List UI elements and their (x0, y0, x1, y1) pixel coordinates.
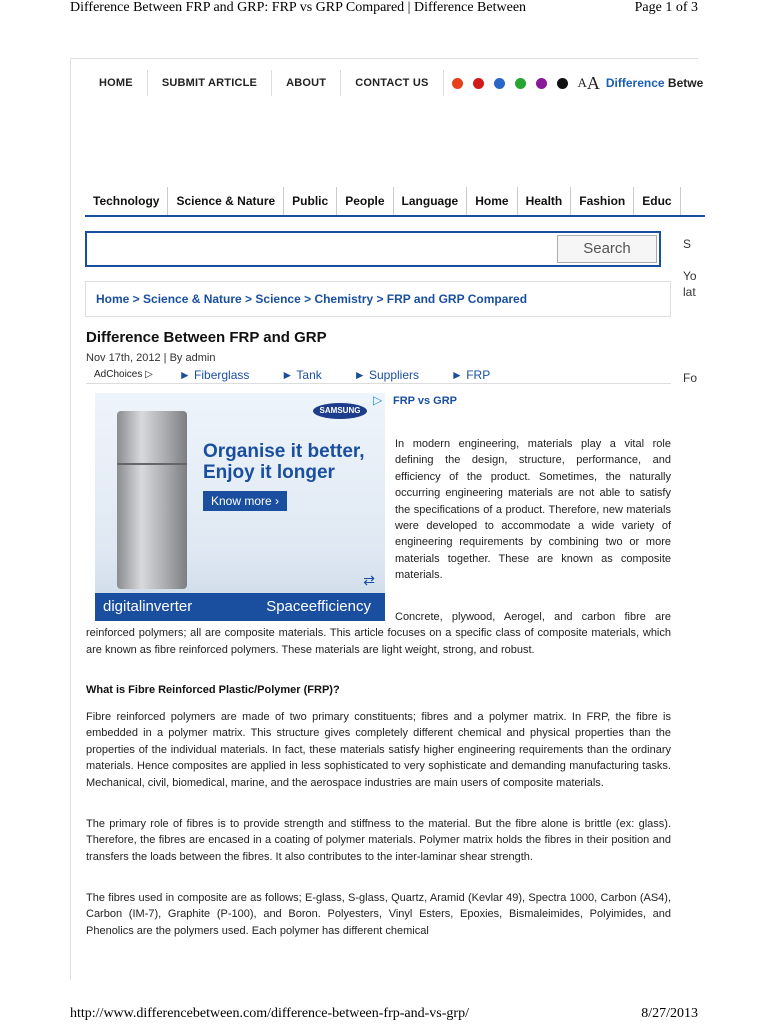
category-technology[interactable]: Technology (85, 187, 168, 215)
sidebar-text-fragment-2: lat (683, 285, 696, 299)
adchoices-icon[interactable]: ▷ (373, 393, 383, 407)
site-logo-part1: Difference (605, 76, 665, 90)
paragraph-5: The fibres used in composite are as follows; E-glass, S-glass, Quartz, Aramid (Kevlar 49), Spectra 1000, Carbon (AS4), Carbon (IM-7), Graphite (P-100), and Boron. Polyesters, Vinyl Esters, Epoxies, Bismaleimides, Polyimides, and Phenolics are the polymers used. Each polymer has different chemical (86, 892, 671, 937)
samsung-banner-ad[interactable] (95, 393, 385, 621)
category-public[interactable]: Public (284, 187, 337, 215)
print-header (70, 0, 698, 20)
ad-footer-right: Spaceefficiency (266, 598, 371, 615)
category-home[interactable]: Home (467, 187, 517, 215)
category-language[interactable]: Language (394, 187, 468, 215)
section-subheading: What is Fibre Reinforced Plastic/Polymer (FRP)? (86, 684, 340, 696)
intro-paragraph: In modern engineering, materials play a vital role defining the design, structure, performance, and efficiency of the product. Sometimes, the naturally occurring engineering materials are not able to satisfy the specifications of a product. Therefore, new materials were developed to accommodate a wide variety of engineering requirements by combining two or more materials together. These are known as composite materials. (395, 438, 671, 582)
category-science-nature[interactable]: Science & Nature (168, 187, 284, 215)
paragraph-2: Concrete, plywood, Aerogel, and carbon fibre are reinforced polymers; all are composite materials. This article focuses on a specific class of composite materials, which are known as fibre reinforced polymers. These materials are light weight, strong, and robust. (86, 611, 671, 656)
ad-link-tank[interactable]: ► Tank (281, 367, 322, 382)
color-dot-green[interactable] (515, 78, 526, 89)
refrigerator-door-line (117, 463, 187, 465)
nav-about-link[interactable]: ABOUT (272, 70, 341, 96)
ad-headline-line1: Organise it better, (203, 441, 365, 462)
color-dot-red[interactable] (473, 78, 484, 89)
refresh-icon[interactable]: ⇄ (363, 572, 375, 588)
ad-know-more-button[interactable]: Know more › (203, 491, 287, 511)
ad-link-fiberglass[interactable]: ► Fiberglass (178, 367, 250, 382)
color-theme-picker (452, 78, 578, 89)
print-page-number: Page 1 of 3 (634, 0, 698, 15)
article-meta: Nov 17th, 2012 | By admin (86, 352, 216, 364)
nav-home-link[interactable]: HOME (85, 70, 148, 96)
category-education[interactable]: Educ (634, 187, 680, 215)
font-size-large-button[interactable]: A (586, 72, 600, 93)
adchoices-label[interactable]: AdChoices ▷ (94, 369, 153, 380)
ad-link-frp[interactable]: ► FRP (451, 367, 491, 382)
sidebar-heading-fragment: S (683, 237, 692, 251)
nav-contact-us-link[interactable]: CONTACT US (341, 70, 443, 96)
font-size-small-button[interactable]: A (577, 75, 587, 90)
category-fashion[interactable]: Fashion (571, 187, 634, 215)
site-logo[interactable] (606, 76, 703, 90)
print-footer-url: http://www.differencebetween.com/difference-between-frp-and-vs-grp/ (70, 1006, 469, 1021)
color-dot-purple[interactable] (536, 78, 547, 89)
search-bar (85, 231, 661, 267)
print-footer (70, 1006, 698, 1024)
ad-headline (203, 441, 365, 483)
category-health[interactable]: Health (518, 187, 572, 215)
sidebar-text-fragment-1: Yo (683, 269, 697, 283)
color-dot-black[interactable] (557, 78, 568, 89)
refrigerator-image (117, 411, 187, 589)
search-input[interactable] (87, 233, 557, 265)
sidebar-text-fragment-3: Fo (683, 371, 698, 385)
ad-footer-left: digitalinverter (103, 598, 193, 615)
ad-link-suppliers[interactable]: ► Suppliers (353, 367, 419, 382)
samsung-logo: SAMSUNG (313, 403, 367, 419)
ad-links-row (86, 366, 671, 384)
page-frame (70, 58, 704, 980)
article-title: Difference Between FRP and GRP (86, 329, 327, 346)
search-button[interactable]: Search (557, 235, 657, 263)
section-title: FRP vs GRP (393, 395, 457, 407)
print-header-title: Difference Between FRP and GRP: FRP vs GRP Compared | Difference Between (70, 0, 527, 15)
breadcrumb[interactable]: Home > Science & Nature > Science > Chemistry > FRP and GRP Compared (85, 281, 671, 317)
nav-submit-article-link[interactable]: SUBMIT ARTICLE (148, 70, 272, 96)
site-logo-part2: Betwe (667, 76, 704, 90)
category-nav (85, 187, 705, 217)
ad-headline-line2: Enjoy it longer (203, 462, 335, 483)
color-dot-blue[interactable] (494, 78, 505, 89)
print-footer-date: 8/27/2013 (641, 1006, 698, 1021)
top-nav (85, 69, 705, 97)
color-dot-orange[interactable] (452, 78, 463, 89)
paragraph-4: The primary role of fibres is to provide strength and stiffness to the material. But the fibre alone is brittle (ex: glass). Therefore, the fibres are encased in a coating of polymer materials. Polymer matrix holds the fibres in their position and transfers the loads between the fibres. It also contributes to the inter-laminar shear strength. (86, 818, 671, 863)
paragraph-3: Fibre reinforced polymers are made of two primary constituents; fibres and a polymer matrix. In FRP, the fibre is embedded in a polymer matrix. This structure gives completely different chemical and physical properties than the properties of the individual materials. In fact, these materials satisfy higher engineering requirements than the ordinary materials. Hence composites are applied in less sophisticated to very sophisticate and demanding manufacturing tasks. Mechanical, civil, biomedical, marine, and the aerospace industries are main users of composite materials. (86, 711, 671, 789)
category-people[interactable]: People (337, 187, 393, 215)
